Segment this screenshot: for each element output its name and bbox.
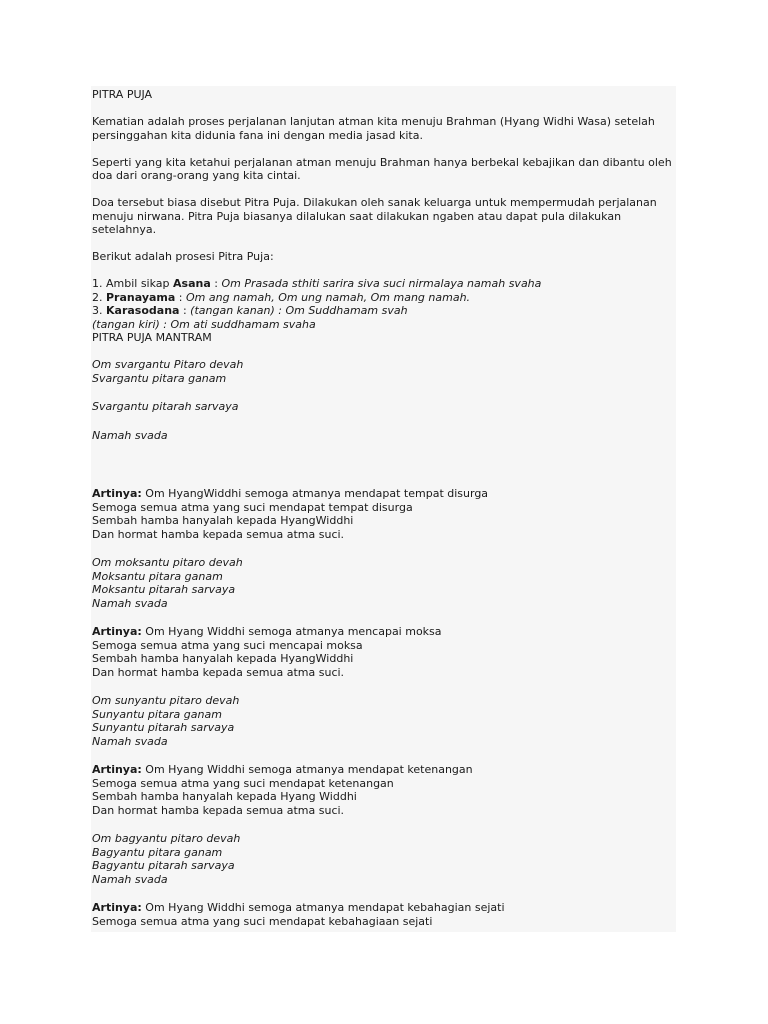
meaning-block — [92, 763, 676, 817]
step-number: 2. — [92, 290, 106, 304]
paragraph-intro: Kematian adalah proses perjalanan lanjutan atman kita menuju Brahman (Hyang Widhi Wasa) setelah persinggahan kita didunia fana ini dengan media jasad kita. — [92, 115, 655, 142]
verse-line: Bagyantu pitara ganam — [92, 845, 223, 859]
verse-line: Om moksantu pitaro devah — [92, 556, 243, 569]
step-separator: : — [179, 304, 191, 317]
step-mantra: Om Prasada sthiti sarira siva suci nirmalaya namah svaha — [221, 277, 542, 290]
step-number: 1. Ambil sikap — [92, 277, 174, 290]
meaning-line: Sembah hamba hanyalah kepada HyangWiddhi — [92, 652, 354, 665]
step-separator: : — [210, 277, 222, 290]
step-name: Karasodana — [106, 304, 180, 317]
verse-line: Bagyantu pitarah sarvaya — [92, 859, 235, 872]
meaning-line: Semoga semua atma yang suci mendapat ketenangan — [92, 776, 394, 790]
verse-line: Moksantu pitarah sarvaya — [92, 583, 236, 596]
meaning-block — [92, 487, 676, 541]
step-mantra: (tangan kiri) : Om ati suddhamam svaha — [92, 317, 316, 331]
paragraph-journey: Seperti yang kita ketahui perjalanan atman menuju Brahman hanya berbekal kebajikan dan dibantu oleh doa dari orang-orang yang kita cintai. — [92, 155, 672, 182]
step-mantra: Om ang namah, Om ung namah, Om mang namah. — [186, 290, 471, 304]
verse-line: Namah svada — [92, 872, 168, 886]
step-continuation — [92, 318, 676, 332]
verse-line: Om sunyantu pitaro devah — [92, 694, 240, 707]
step-item — [92, 277, 676, 291]
mantra-verse — [92, 556, 676, 610]
meaning-line: Sembah hamba hanyalah kepada Hyang Widdhi — [92, 790, 357, 803]
meaning-line: Om Hyang Widdhi semoga atmanya mendapat ketenangan — [145, 763, 473, 776]
verse-line: Namah svada — [92, 428, 168, 442]
meaning-block — [92, 901, 676, 928]
step-item — [92, 304, 676, 318]
meaning-line: Semoga semua atma yang suci mendapat kebahagiaan sejati — [92, 914, 433, 928]
meaning-block — [92, 625, 676, 679]
document-content — [92, 88, 676, 928]
meaning-label: Artinya: — [92, 763, 142, 776]
meaning-label: Artinya: — [92, 625, 142, 638]
meaning-line: Sembah hamba hanyalah kepada HyangWiddhi — [92, 514, 354, 527]
verse-line: Sunyantu pitarah sarvaya — [92, 721, 235, 734]
step-name: Asana — [173, 277, 211, 290]
document-page — [91, 86, 676, 932]
meaning-line: Dan hormat hamba kepada semua atma suci. — [92, 665, 345, 679]
meaning-line: Dan hormat hamba kepada semua atma suci. — [92, 527, 345, 541]
step-item — [92, 291, 676, 305]
verse-line: Om svargantu Pitaro devah — [92, 358, 244, 371]
paragraph-pitra-puja: Doa tersebut biasa disebut Pitra Puja. Dilakukan oleh sanak keluarga untuk mempermudah perjalanan menuju nirwana. Pitra Puja biasanya dilalukan saat dilakukan ngaben atau dapat pula dilakukan setelahnya. — [92, 196, 657, 236]
doc-title: PITRA PUJA — [92, 88, 153, 101]
meaning-line: Semoga semua atma yang suci mencapai moksa — [92, 638, 363, 652]
steps-list — [92, 277, 676, 345]
mantra-verse — [92, 832, 676, 886]
meaning-line: Om Hyang Widdhi semoga atmanya mencapai moksa — [145, 625, 442, 638]
step-separator: : — [175, 290, 187, 304]
step-name: Pranayama — [106, 290, 176, 304]
meaning-line: Om Hyang Widdhi semoga atmanya mendapat kebahagian sejati — [145, 901, 505, 914]
meaning-label: Artinya: — [92, 487, 142, 500]
verse-line: Svargantu pitarah sarvaya — [92, 400, 239, 413]
verse-line: Namah svada — [92, 596, 168, 610]
mantra-verse — [92, 358, 676, 442]
meaning-label: Artinya: — [92, 901, 142, 914]
mantra-verse — [92, 694, 676, 748]
meaning-line: Semoga semua atma yang suci mendapat tempat disurga — [92, 500, 413, 514]
meaning-line: Om HyangWiddhi semoga atmanya mendapat tempat disurga — [145, 487, 489, 500]
verse-line: Sunyantu pitara ganam — [92, 707, 222, 721]
verse-line: Namah svada — [92, 734, 168, 748]
verse-line: Svargantu pitara ganam — [92, 371, 227, 385]
step-mantra: (tangan kanan) : Om Suddhamam svah — [190, 304, 408, 317]
mantram-heading: PITRA PUJA MANTRAM — [92, 331, 212, 344]
step-number: 3. — [92, 304, 106, 317]
verse-line: Om bagyantu pitaro devah — [92, 832, 241, 845]
paragraph-procession-intro: Berikut adalah prosesi Pitra Puja: — [92, 250, 274, 263]
verse-line: Moksantu pitara ganam — [92, 569, 223, 583]
meaning-line: Dan hormat hamba kepada semua atma suci. — [92, 803, 345, 817]
